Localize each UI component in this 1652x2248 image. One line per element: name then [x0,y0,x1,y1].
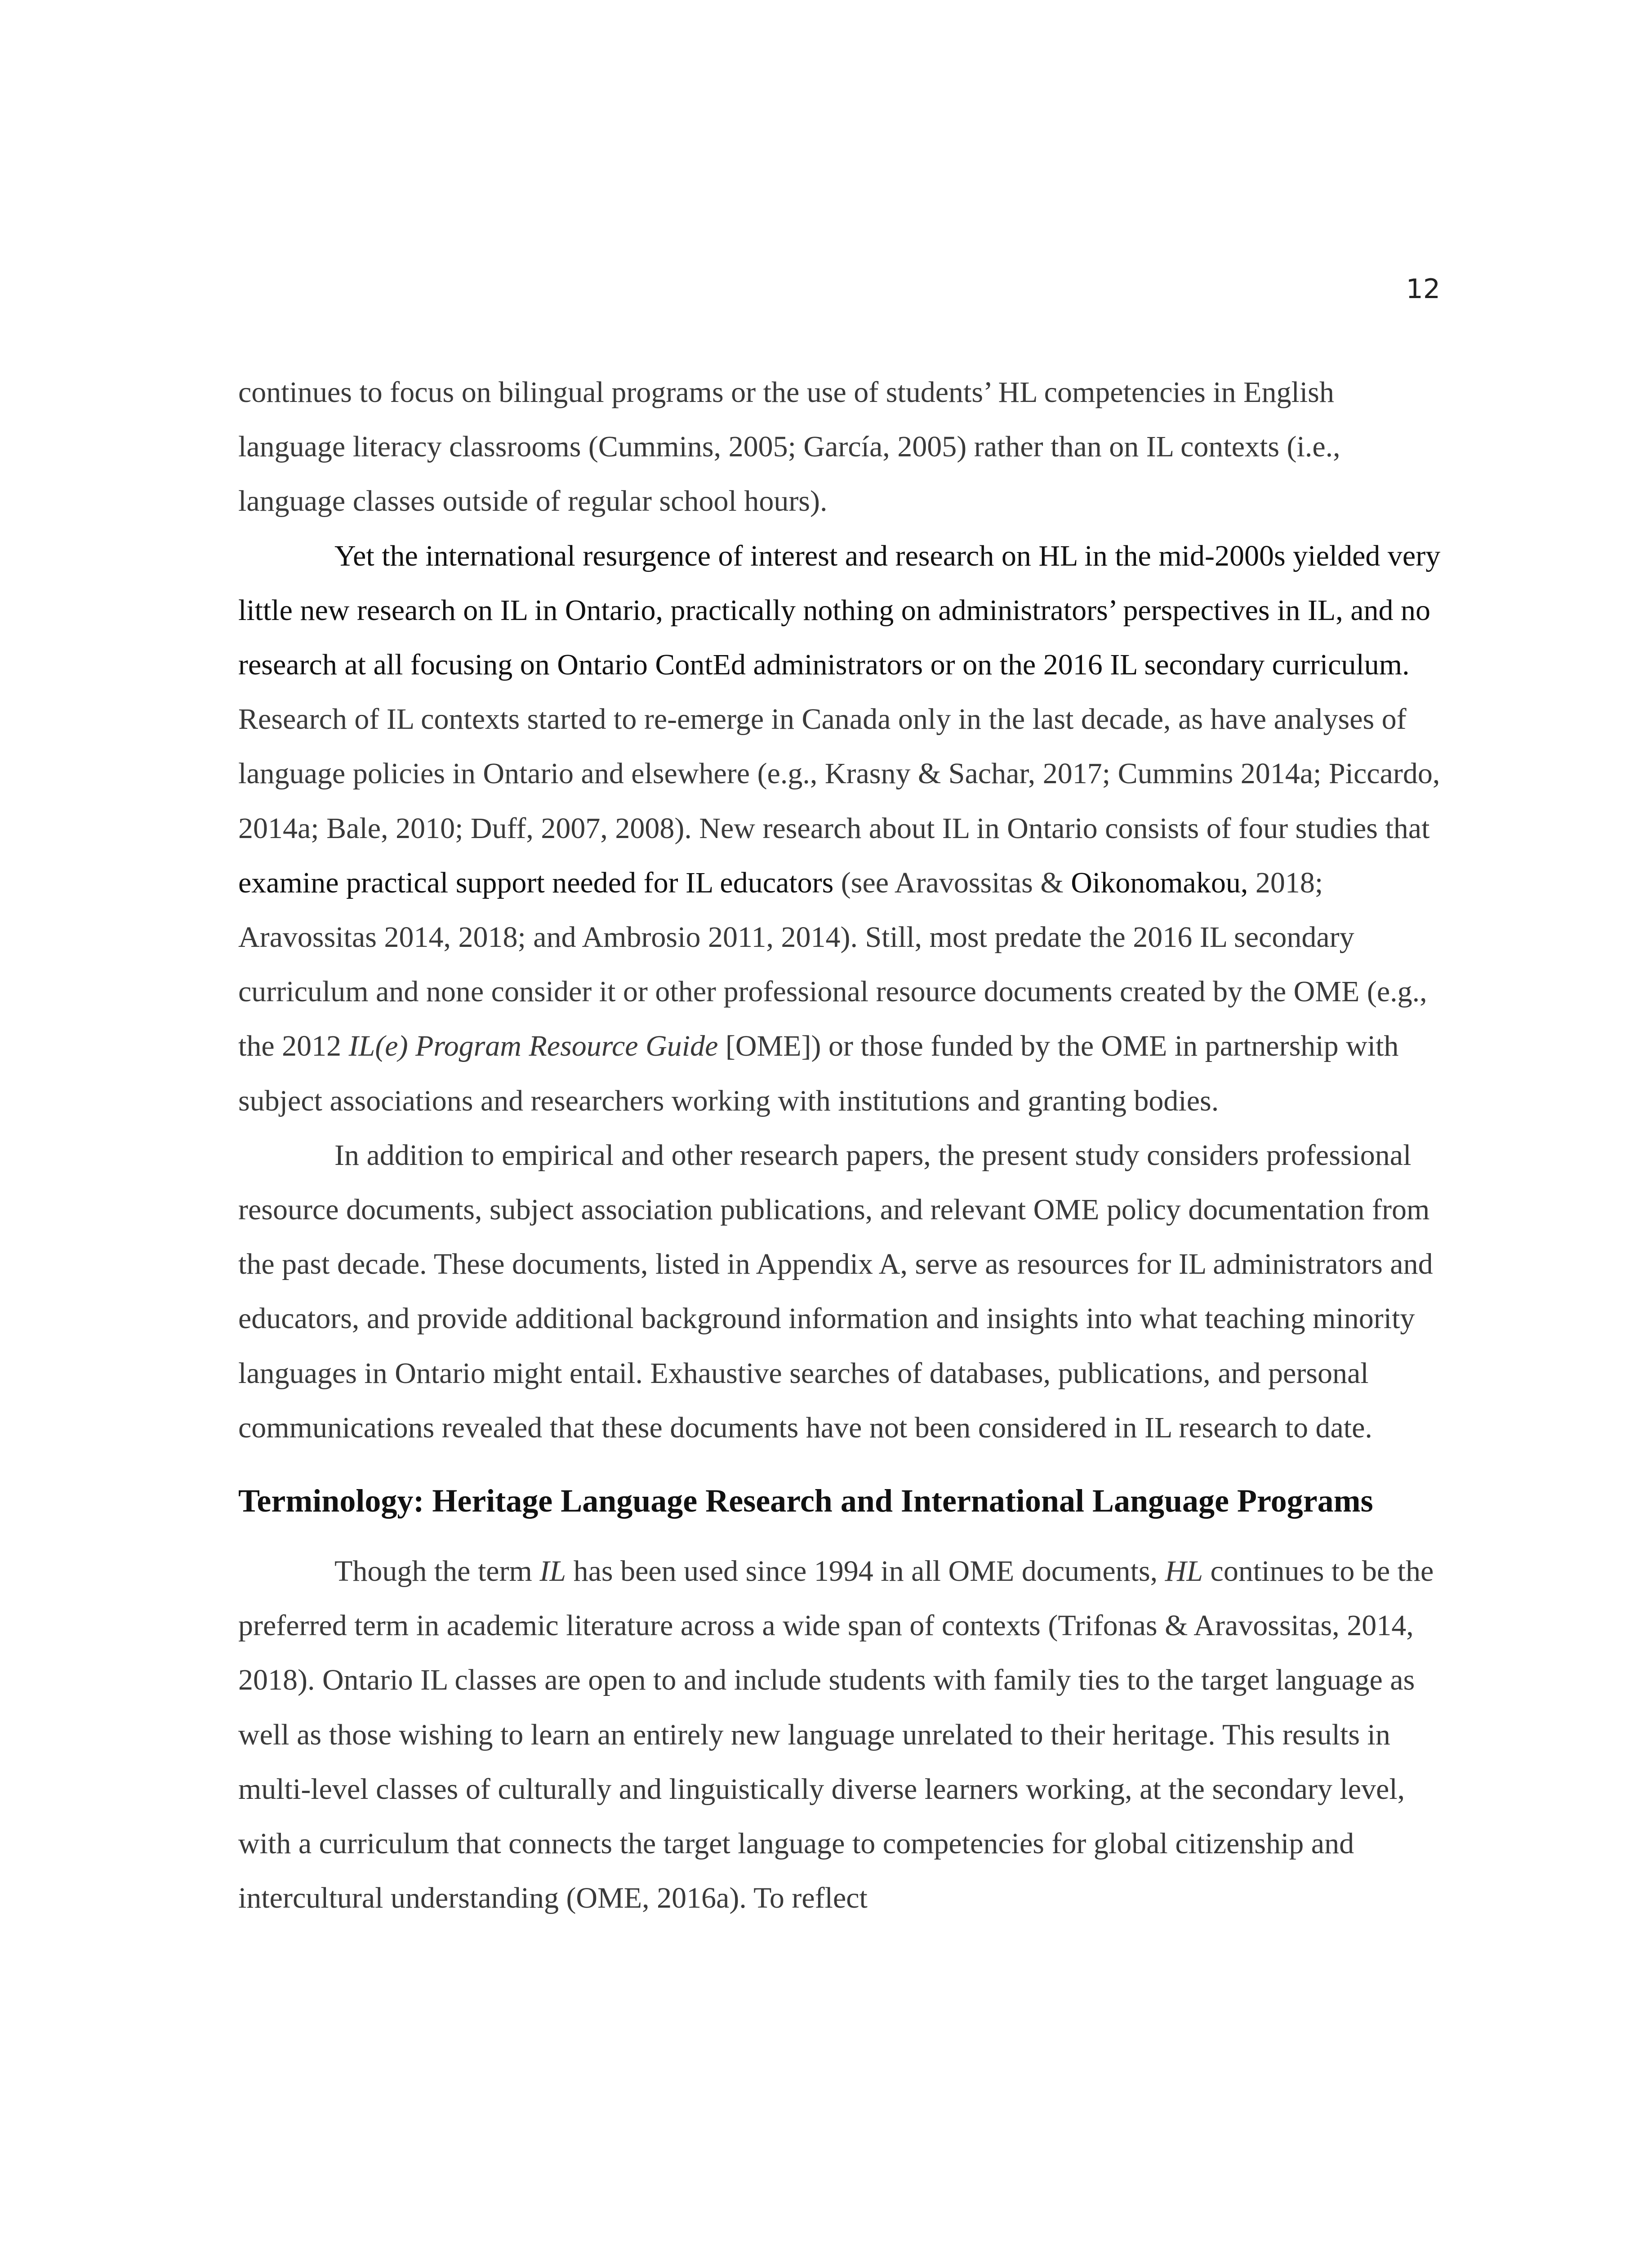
emphasized-phrase: examine practical support needed for IL educators [238,866,834,899]
text-segment: (see Aravossitas & [833,866,1071,899]
paragraph-resource-documents: In addition to empirical and other research papers, the present study considers professional resource documents, subject association publications, and relevant OME policy documentation from the past decade. These documents, listed in Appendix A, serve as resources for IL administrators and educators, and provide additional background information and insights into what teaching minority languages in Ontario might entail. Exhaustive searches of databases, publications, and personal communications revealed that these documents have not been considered in IL research to date. [238,1138,1433,1444]
document-body [238,365,1443,1925]
text-segment: continues to be the preferred term in academic literature across a wide span of contexts (Trifonas & Aravossitas, 2014, 2018). Ontario IL classes are open to and include students with family ties to the target language as well as those wishing to learn an entirely new language unrelated to their heritage. This results in multi-level classes of culturally and linguistically diverse learners working, at the secondary level, with a curriculum that connects the target language to competencies for global citizenship and intercultural understanding (OME, 2016a). To reflect [238,1555,1434,1915]
term-hl: HL [1165,1555,1203,1588]
citation-author: Oikonomakou, [1071,866,1248,899]
paragraph-terminology [238,1544,1443,1925]
document-title: IL(e) Program Resource Guide [348,1030,718,1063]
paragraph-continuation: continues to focus on bilingual programs or the use of students’ HL competencies in English language literacy classrooms (Cummins, 2005; García, 2005) rather than on IL contexts (i.e., language classes outside of regular school hours). [238,376,1340,518]
emphasized-sentence: Yet the international resurgence of interest and research on HL in the mid-2000s yielded very little new research on IL in Ontario, practically nothing on administrators’ perspectives in IL, and no research at all focusing on Ontario ContEd administrators or on the 2016 IL secondary curriculum. [238,539,1441,682]
section-heading: Terminology: Heritage Language Research and International Language Programs [238,1483,1373,1519]
text-segment: 2018; Aravossitas 2014, 2018; and Ambrosio 2011, 2014). Still, most predate the 2016 IL secondary curriculum and none consider it or other professional resource documents created by the OME (e.g., the 2012 [238,866,1427,1063]
term-il: IL [539,1555,566,1588]
paragraph-research-gap [238,529,1443,1128]
text-segment: [OME]) or those funded by the OME in partnership with subject associations and researchers working with institutions and granting bodies. [238,1030,1399,1117]
text-segment: Research of IL contexts started to re-emerge in Canada only in the last decade, as have analyses of language policies in Ontario and elsewhere (e.g., Krasny & Sachar, 2017; Cummins 2014a; Piccardo, 2014a; Bale, 2010; Duff, 2007, 2008). New research about IL in Ontario consists of four studies that [238,703,1440,845]
page-number: 12 [1406,273,1440,305]
text-segment: has been used since 1994 in all OME documents, [566,1555,1165,1588]
text-segment: Though the term [334,1555,540,1588]
